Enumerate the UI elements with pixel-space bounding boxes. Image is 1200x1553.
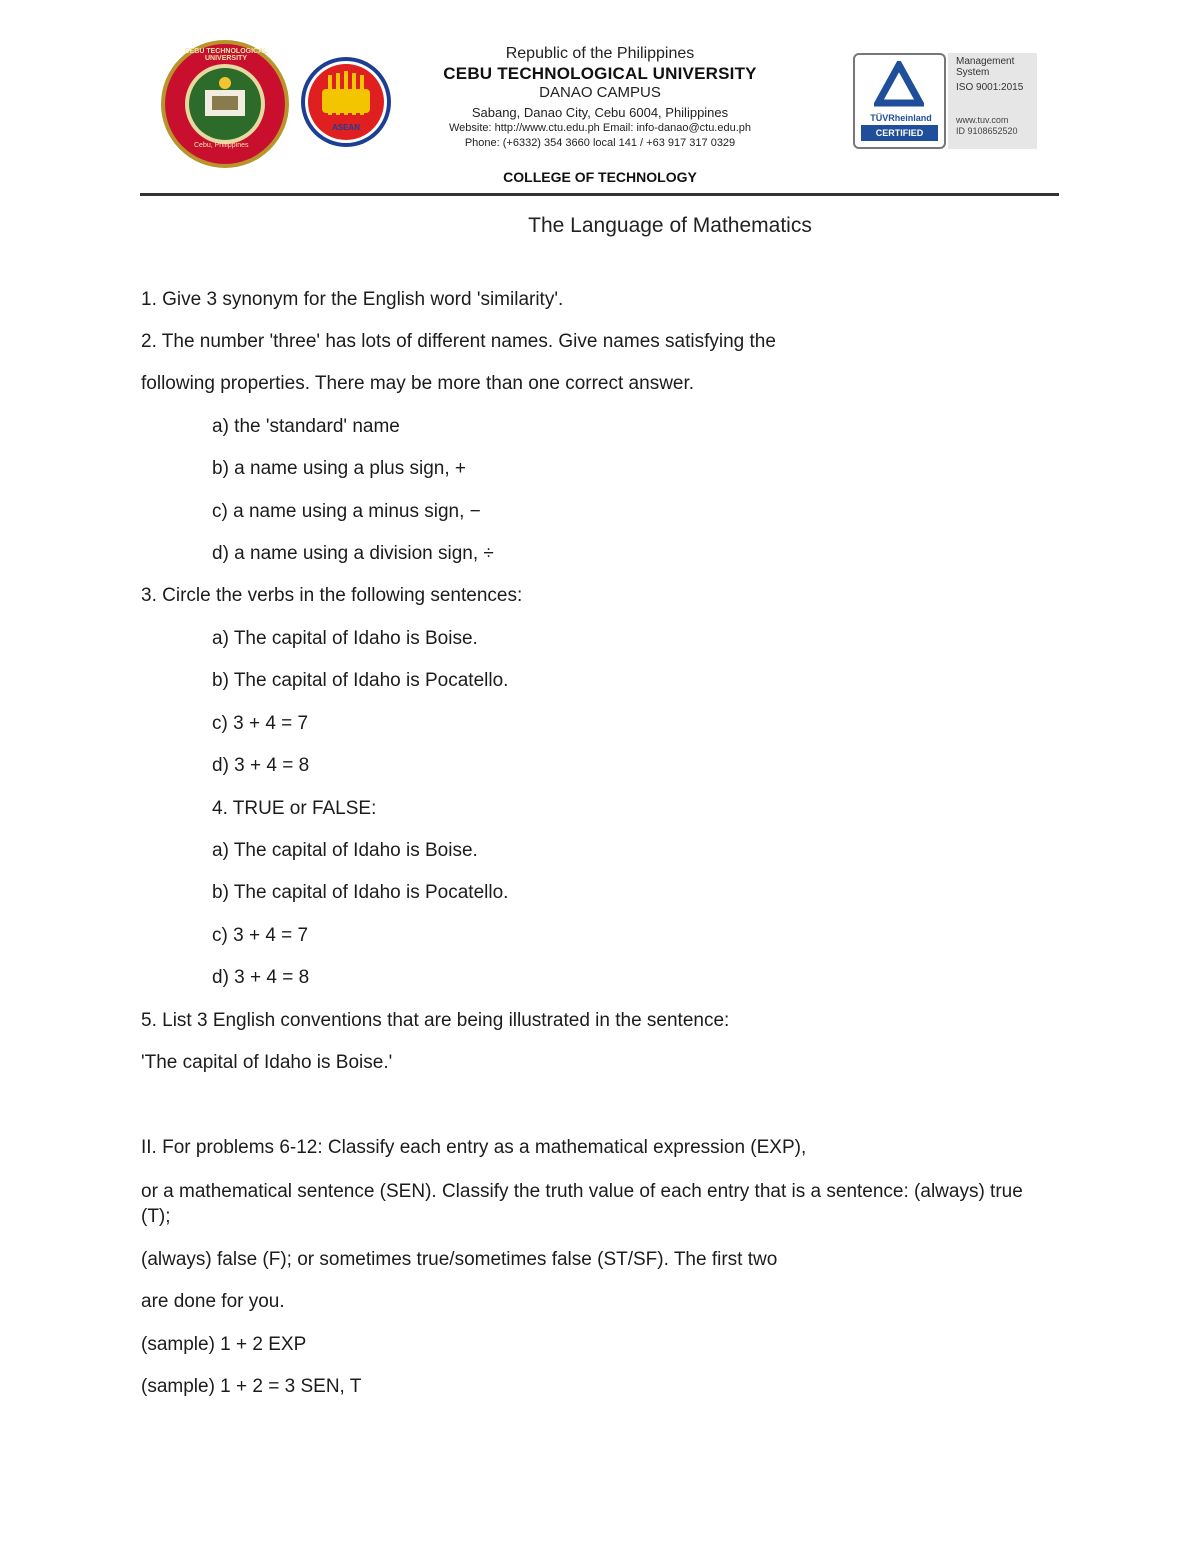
seal-text-visible: CEBU TECHNOLOGICAL UNIVERSITY <box>184 48 268 62</box>
republic-line: Republic of the Philippines <box>505 45 695 62</box>
tuv-web: www.tuv.com <box>956 115 1009 125</box>
website-line: Website: http://www.ctu.edu.ph Email: info-danao@ctu.edu.ph <box>448 122 752 134</box>
q3-item-c: c) 3 + 4 = 7 <box>212 713 309 734</box>
q3-item-a: a) The capital of Idaho is Boise. <box>212 628 478 649</box>
tuv-triangle-icon <box>874 61 924 107</box>
part-2-note: are done for you. <box>141 1291 285 1312</box>
phone-line: Phone: (+6332) 354 3660 local 141 / +63 917 317 0329 <box>464 137 736 149</box>
college-name: COLLEGE OF TECHNOLOGY <box>503 169 697 185</box>
campus-name: DANAO CAMPUS <box>539 84 661 101</box>
q3-item-d: d) 3 + 4 = 8 <box>212 755 310 776</box>
asean-label: ASEAN <box>331 123 360 132</box>
question-2-continued: following properties. There may be more than one correct answer. <box>141 373 695 394</box>
iso-standard: ISO 9001:2015 <box>956 82 1024 93</box>
question-3: 3. Circle the verbs in the following sentences: <box>141 585 523 606</box>
q4-item-d: d) 3 + 4 = 8 <box>212 967 310 988</box>
q2-item-c: c) a name using a minus sign, − <box>212 501 481 522</box>
q4-item-b: b) The capital of Idaho is Pocatello. <box>212 882 509 903</box>
part-2-instructions-continued: or a mathematical sentence (SEN). Classify the truth value of each entry that is a sentence: (always) true (T); <box>141 1181 1023 1227</box>
certified-badge: CERTIFIED <box>861 125 938 141</box>
address-line: Sabang, Danao City, Cebu 6004, Philippines <box>471 105 729 120</box>
page-title: The Language of Mathematics <box>528 214 812 237</box>
question-2: 2. The number 'three' has lots of different names. Give names satisfying the <box>141 331 776 352</box>
q2-item-d: d) a name using a division sign, ÷ <box>212 543 494 564</box>
sample-1: (sample) 1 + 2 EXP <box>141 1334 307 1355</box>
cert-details <box>948 53 1037 149</box>
sample-2: (sample) 1 + 2 = 3 SEN, T <box>141 1376 362 1397</box>
asean-logo <box>300 55 392 150</box>
q4-item-a: a) The capital of Idaho is Boise. <box>212 840 478 861</box>
question-4: 4. TRUE or FALSE: <box>212 798 377 819</box>
q4-item-c: c) 3 + 4 = 7 <box>212 925 309 946</box>
tuv-brand: TÜVRheinland <box>870 113 932 123</box>
question-1: 1. Give 3 synonym for the English word 'similarity'. <box>141 289 564 310</box>
question-5-sentence: 'The capital of Idaho is Boise.' <box>141 1052 393 1073</box>
tuv-id: ID 9108652520 <box>956 126 1018 136</box>
management-system: Management System <box>956 56 1015 78</box>
part-2-truth-values: (always) false (F); or sometimes true/sometimes false (ST/SF). The first two <box>141 1249 778 1270</box>
header-divider <box>140 193 1059 196</box>
seal-bottom-text: Cebu, Philippines <box>194 142 249 149</box>
part-2-instructions: II. For problems 6-12: Classify each entry as a mathematical expression (EXP), <box>141 1137 807 1158</box>
letterhead <box>420 44 780 151</box>
q2-item-b: b) a name using a plus sign, + <box>212 458 467 479</box>
q2-item-a: a) the 'standard' name <box>212 416 400 437</box>
q3-item-b: b) The capital of Idaho is Pocatello. <box>212 670 509 691</box>
university-name: CEBU TECHNOLOGICAL UNIVERSITY <box>443 64 757 83</box>
tuv-certification-badge <box>853 53 946 149</box>
question-5: 5. List 3 English conventions that are being illustrated in the sentence: <box>141 1010 730 1031</box>
